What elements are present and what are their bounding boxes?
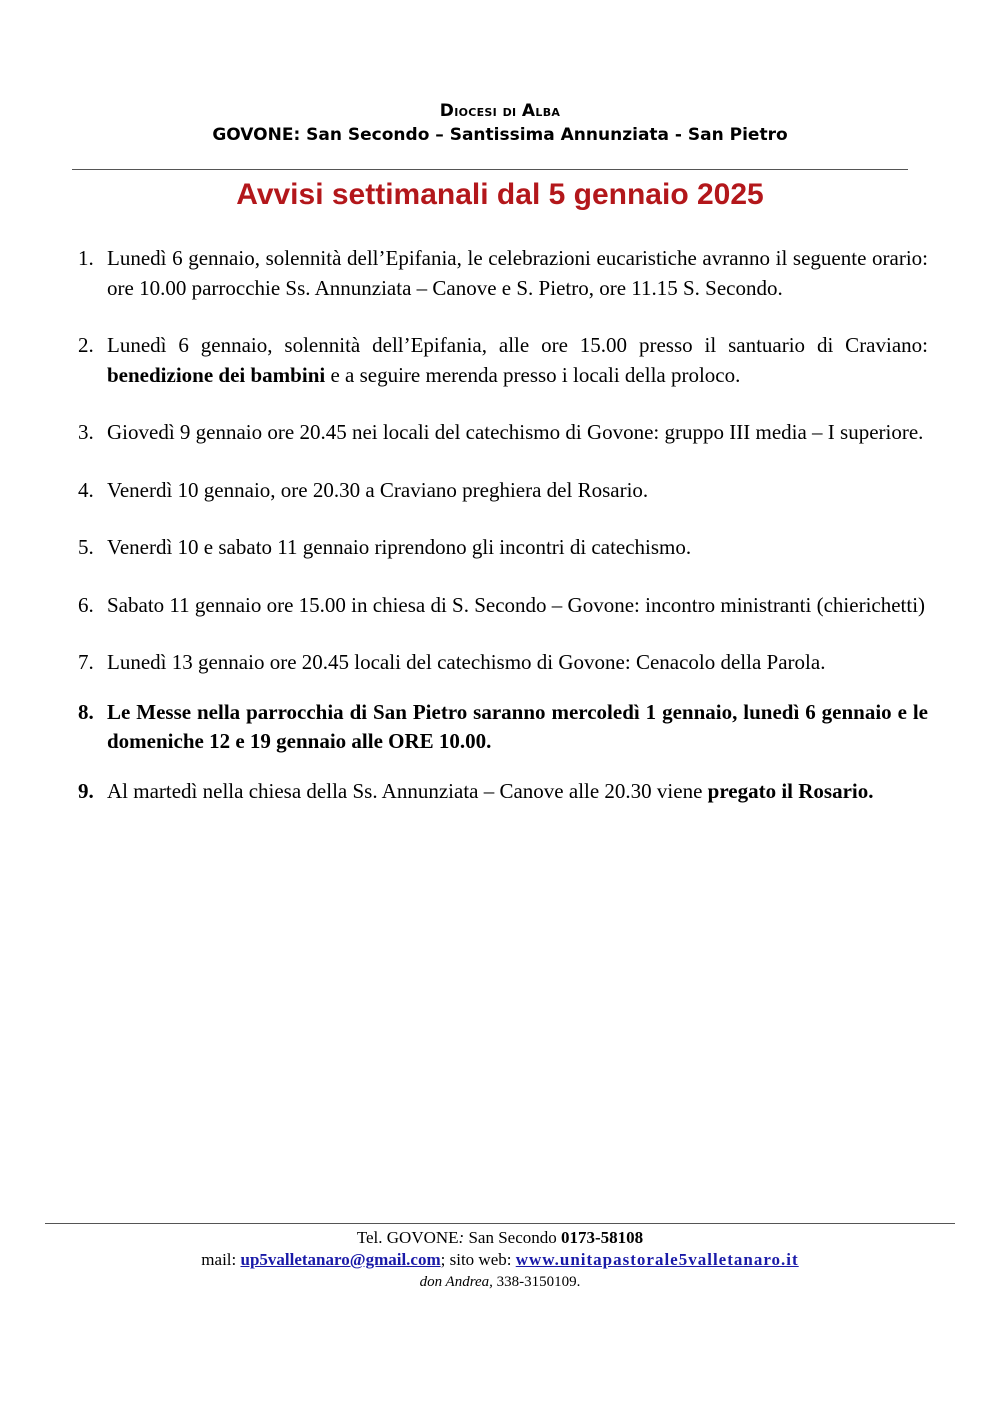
parishes-heading: GOVONE: San Secondo – Santissima Annunziata - San Pietro bbox=[212, 125, 788, 145]
item-number: 3. bbox=[78, 420, 94, 444]
website-link[interactable]: www.unitapastorale5valletanaro.it bbox=[515, 1250, 799, 1269]
footer-divider bbox=[45, 1223, 955, 1224]
notices-list bbox=[78, 244, 928, 806]
list-item bbox=[78, 591, 928, 621]
item-text: Venerdì 10 gennaio, ore 20.30 a Craviano preghiera del Rosario. bbox=[107, 477, 649, 502]
list-item bbox=[78, 418, 928, 448]
item-text: Venerdì 10 e sabato 11 gennaio riprendono gli incontri di catechismo. bbox=[107, 535, 692, 559]
item-text: e a seguire merenda presso i locali della proloco. bbox=[325, 362, 741, 387]
item-number: 9. bbox=[78, 778, 94, 803]
list-item bbox=[78, 648, 928, 678]
priest-phone: 338-3150109. bbox=[492, 1274, 581, 1290]
item-number: 1. bbox=[78, 246, 94, 270]
item-number: 4. bbox=[78, 477, 94, 502]
item-text: Giovedì 9 gennaio ore 20.45 nei locali del catechismo di Govone: gruppo III media – I superiore. bbox=[107, 420, 924, 444]
item-number: 7. bbox=[78, 650, 94, 674]
diocese-heading: Diocesi di Alba bbox=[439, 101, 561, 121]
item-number: 2. bbox=[78, 333, 94, 357]
item-text: Lunedì 6 gennaio, solennità dell’Epifania, alle ore 15.00 presso il santuario di Craviano: bbox=[107, 333, 928, 357]
item-number: 6. bbox=[78, 592, 94, 617]
page-title: Avvisi settimanali dal 5 gennaio 2025 bbox=[236, 178, 764, 211]
item-text-bold: pregato il Rosario. bbox=[707, 778, 874, 803]
item-text: Lunedì 6 gennaio, solennità dell’Epifania, le celebrazioni eucaristiche avranno il seguente orario: ore 10.00 parrocchie Ss. Annunziata – Canove e S. Pietro, ore 11.15 S. Secondo. bbox=[107, 246, 928, 300]
list-item bbox=[78, 476, 928, 506]
list-item bbox=[78, 777, 928, 807]
priest-name: don Andrea, bbox=[419, 1274, 493, 1290]
list-item bbox=[78, 244, 928, 303]
footer-priest-line bbox=[0, 1271, 1000, 1293]
list-item bbox=[78, 698, 928, 757]
list-item bbox=[78, 533, 928, 563]
header-divider bbox=[72, 169, 908, 170]
email-link[interactable]: up5valletanaro@gmail.com bbox=[240, 1250, 441, 1269]
item-number: 8. bbox=[78, 699, 94, 724]
item-text: Sabato 11 gennaio ore 15.00 in chiesa di S. Secondo – Govone: incontro ministranti (chierichetti) bbox=[107, 592, 926, 617]
phone-number: 0173-58108 bbox=[561, 1228, 644, 1247]
footer-phone-line: Tel. GOVONE: San Secondo 0173-58108 bbox=[356, 1228, 644, 1247]
footer-contact-line: mail: up5valletanaro@gmail.com; sito web: www.unitapastorale5valletanaro.it bbox=[201, 1250, 799, 1269]
item-number: 5. bbox=[78, 535, 94, 559]
item-text: Al martedì nella chiesa della Ss. Annunziata – Canove alle 20.30 viene bbox=[107, 778, 708, 803]
item-text-bold: Le Messe nella parrocchia di San Pietro saranno mercoledì 1 gennaio, lunedì 6 gennaio e le domeniche 12 e 19 gennaio alle ORE 10.00. bbox=[107, 699, 928, 753]
list-item bbox=[78, 331, 928, 390]
item-text: Lunedì 13 gennaio ore 20.45 locali del catechismo di Govone: Cenacolo della Parola. bbox=[107, 650, 826, 674]
item-text-bold: benedizione dei bambini bbox=[107, 362, 326, 387]
